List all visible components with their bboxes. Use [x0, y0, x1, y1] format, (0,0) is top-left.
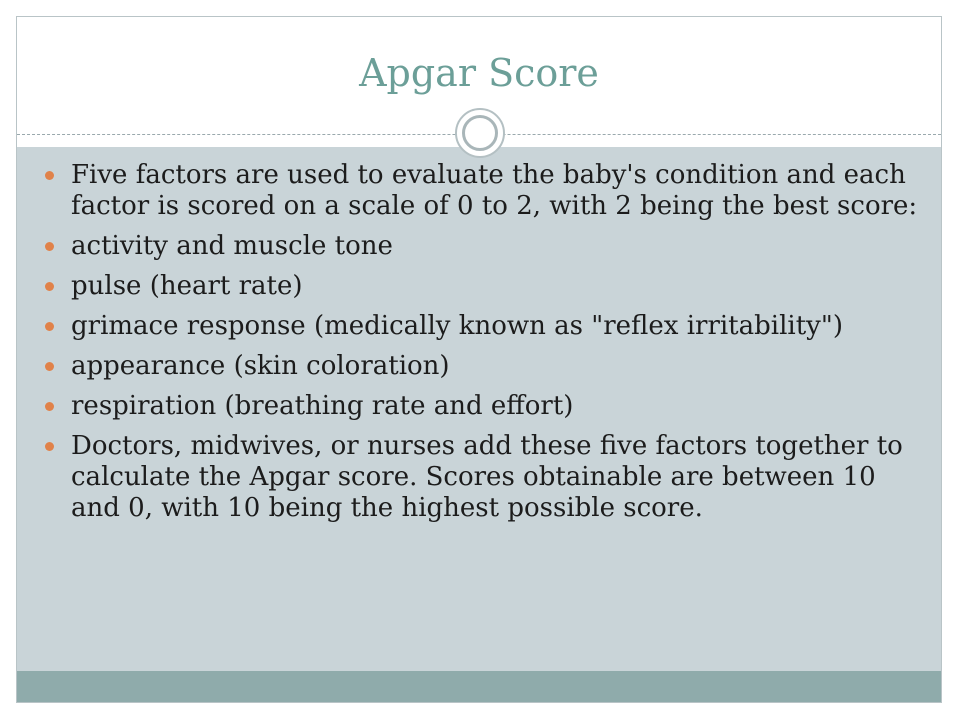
bullet-dot-icon — [45, 402, 54, 411]
bullet-item — [41, 311, 921, 342]
circle-ornament-icon — [455, 108, 505, 158]
bullet-dot-icon — [45, 362, 54, 371]
bullet-dot-icon — [45, 442, 54, 451]
bullet-text: appearance (skin coloration) — [71, 351, 450, 381]
bullet-item — [41, 391, 921, 422]
bullet-text: Doctors, midwives, or nurses add these five factors together to calculate the Apgar score. Scores obtainable are between 10 and 0, with 10 being the highest possible score. — [71, 431, 903, 523]
bullet-dot-icon — [45, 322, 54, 331]
bullet-text: Five factors are used to evaluate the baby's condition and each factor is scored on a scale of 0 to 2, with 2 being the best score: — [71, 160, 918, 221]
bullet-dot-icon — [45, 242, 54, 251]
bullet-list — [41, 160, 921, 533]
bullet-item — [41, 431, 921, 524]
bullet-text: activity and muscle tone — [71, 231, 393, 261]
bullet-dot-icon — [45, 282, 54, 291]
bullet-item — [41, 231, 921, 262]
bullet-item — [41, 271, 921, 302]
circle-ornament-inner — [462, 115, 498, 151]
footer-band — [17, 671, 941, 702]
bullet-dot-icon — [45, 171, 54, 180]
slide-frame — [16, 16, 942, 703]
slide-title: Apgar Score — [359, 51, 599, 95]
bullet-text: pulse (heart rate) — [71, 271, 303, 301]
bullet-item — [41, 160, 921, 222]
bullet-text: grimace response (medically known as "reflex irritability") — [71, 311, 843, 341]
bullet-text: respiration (breathing rate and effort) — [71, 391, 574, 421]
bullet-item — [41, 351, 921, 382]
